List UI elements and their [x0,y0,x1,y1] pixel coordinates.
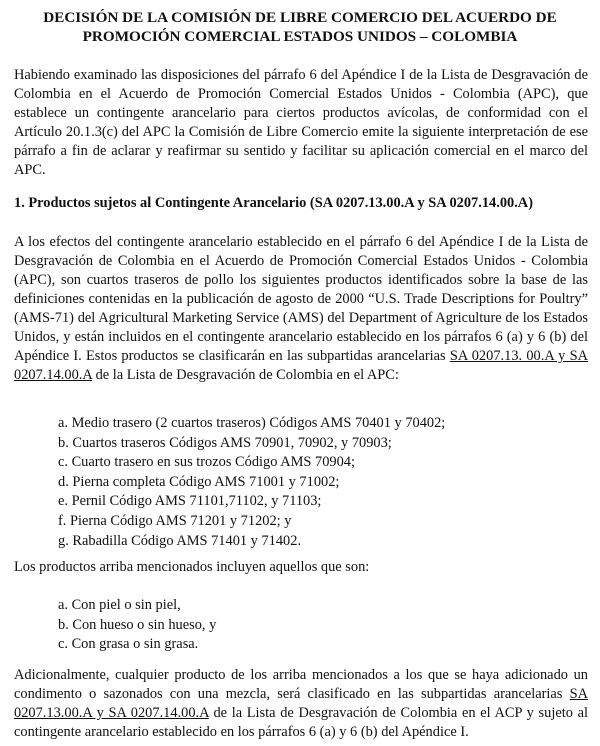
section-1-paragraph [14,233,588,385]
list-item: b. Con hueso o sin hueso, y [58,616,217,633]
additional-paragraph-text: Adicionalmente, cualquier producto de los arriba mencionados a los que se haya adicionado un condimento o sazonados con una mezcla, será clasificado en las subpartidas arancelarias [14,667,588,702]
list-item: a. Medio trasero (2 cuartos traseros) Códigos AMS 70401 y 70402; [58,415,446,431]
list-item: b. Cuartos traseros Códigos AMS 70901, 70902, y 70903; [58,434,392,451]
list-item: g. Rabadilla Código AMS 71401 y 71402. [58,532,302,549]
additional-paragraph [14,666,588,742]
section-1-paragraph-text: A los efectos del contingente arancelario establecido en el párrafo 6 del Apéndice I de la Lista de Desgravación de Colombia en el Acuerdo de Promoción Comercial Estados Unidos - Colombia (APC), son cuartos traseros de pollo los siguientes productos identificados sobre la base de las definiciones contenidas en la publicación de agosto de 2000 “U.S. Trade Descriptions for Poultry” (AMS-71) del Agricultural Marketing Service (AMS) del Department of Agriculture de los Estados Unidos, y están incluidos en el contingente arancelario establecido en los párrafos 6 (a) y 6 (b) del Apéndice I. Estos productos se clasificarán en las subpartidas arancelarias [14,234,588,364]
section-1-heading: 1. Productos sujetos al Contingente Arancelario (SA 0207.13.00.A y SA 0207.14.00.A) [14,195,533,211]
tariff-subheading-codes: SA 0207.13. 00.A y SA 0207.14.00.A [14,348,588,383]
product-codes-list [58,414,578,551]
list-item: d. Pierna completa Código AMS 71001 y 71002; [58,473,340,490]
additional-paragraph-end: de la Lista de Desgravación de Colombia en el ACP y sujeto al contingente arancelario establecido en los párrafos 6 (a) y 6 (b) del Apéndice I. [14,705,588,740]
list-item: f. Pierna Código AMS 71201 y 71202; y [58,512,292,529]
document-title [14,8,586,46]
list-item: a. Con piel o sin piel, [58,597,181,613]
document-title-line-1: DECISIÓN DE LA COMISIÓN DE LIBRE COMERCIO DEL ACUERDO DE [43,9,557,26]
list-item: c. Con grasa o sin grasa. [58,636,199,653]
additional-tariff-codes: SA 0207.13.00.A y SA 0207.14.00.A [14,686,588,721]
intro-paragraph: Habiendo examinado las disposiciones del párrafo 6 del Apéndice I de la Lista de Desgravación de Colombia en el Acuerdo de Promoción Comercial Estados Unidos - Colombia (APC), que establece un contingente arancelario para ciertos productos avícolas, de conformidad con el Artículo 20.1.3(c) del APC la Comisión de Libre Comercio emite la siguiente interpretación de ese párrafo a fin de aclarar y reafirmar su sentido y facilitar su aplicación comercial en el marco del APC. [14,67,588,178]
list-item: c. Cuarto trasero en sus trozos Código AMS 70904; [58,454,355,471]
section-1-paragraph-end: de la Lista de Desgravación de Colombia en el APC: [95,367,399,383]
products-include-intro: Los productos arriba mencionados incluyen aquellos que son: [14,559,370,575]
product-conditions-list [58,596,578,655]
list-item: e. Pernil Código AMS 71101,71102, y 71103; [58,493,322,510]
document-title-line-2: PROMOCIÓN COMERCIAL ESTADOS UNIDOS – COLOMBIA [82,28,518,45]
